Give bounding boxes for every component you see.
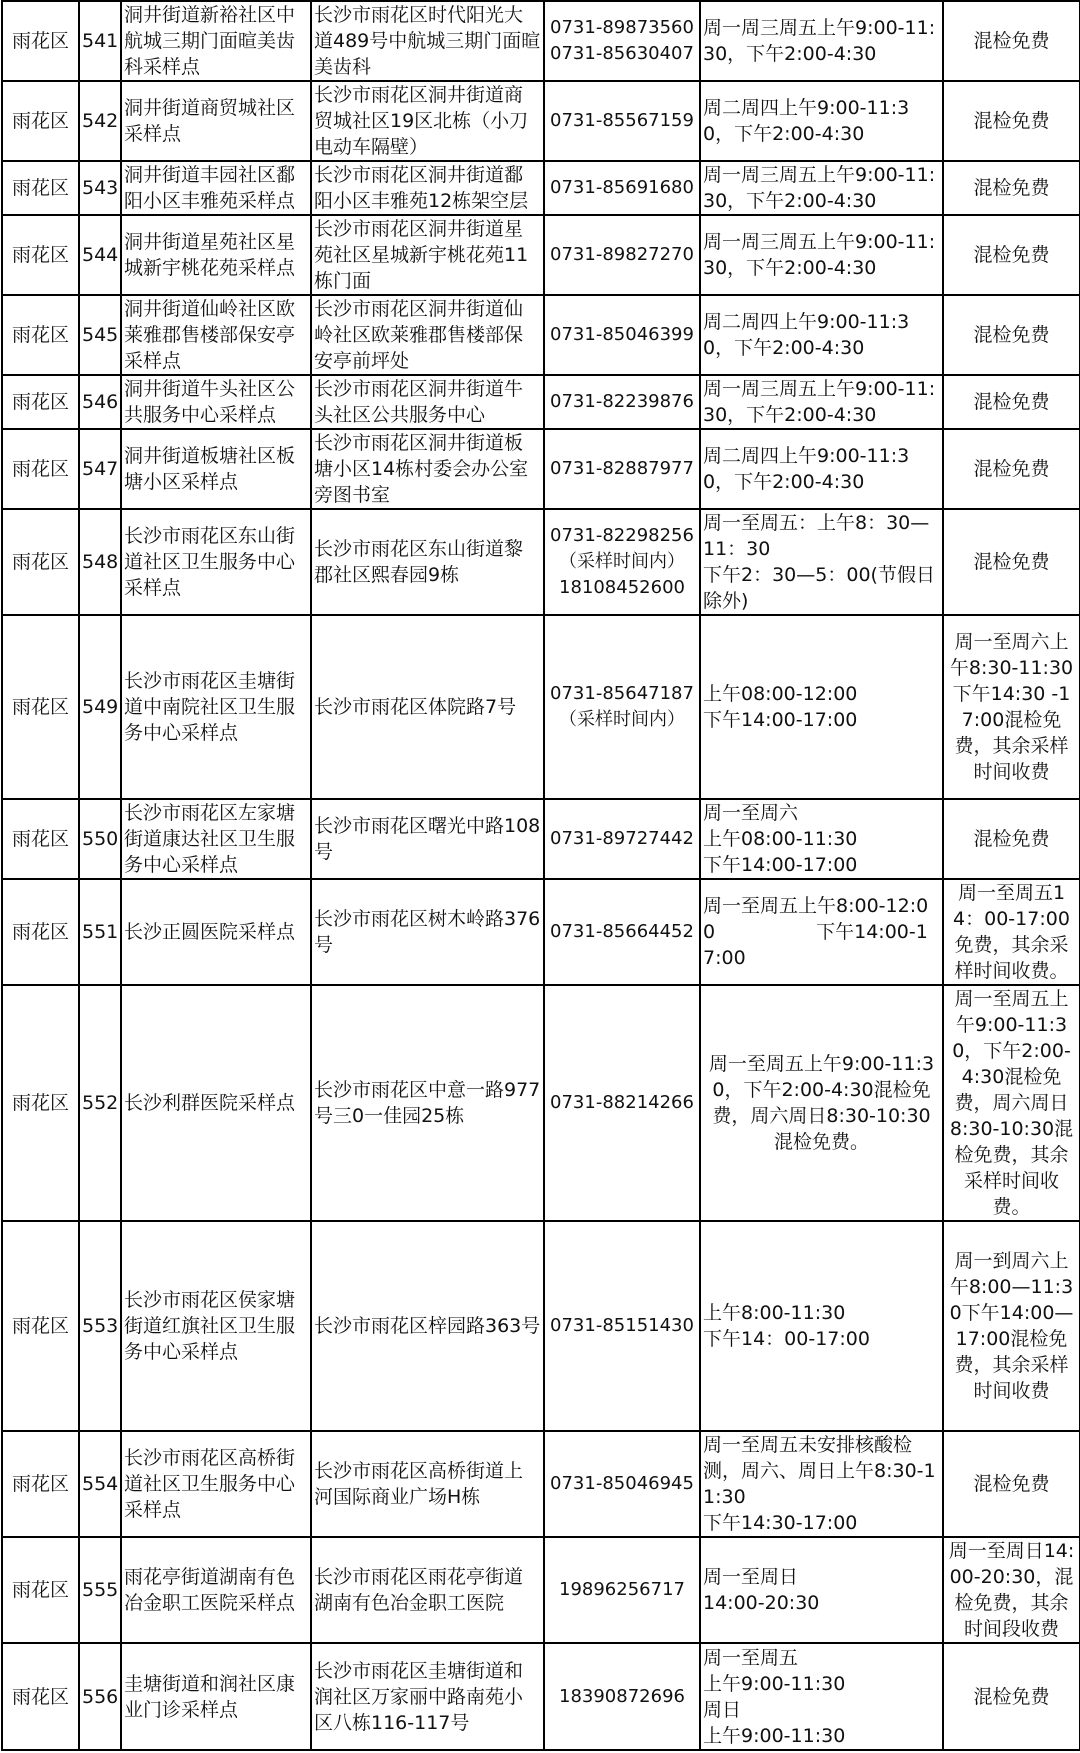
serial-number-cell: 549 — [79, 615, 121, 799]
hours-line: 下午14:00-17:00 — [703, 709, 858, 731]
hours-cell — [700, 161, 943, 215]
hours-line: 周一至周五上午8:00-12:00 下午14:00-17:00 — [703, 895, 929, 969]
fee-cell — [943, 1537, 1080, 1643]
hours-line: 周一至周五未安排核酸检测，周六、周日上午8:30-11:30 — [703, 1434, 936, 1508]
address-cell: 长沙市雨花区曙光中路108号 — [311, 799, 544, 879]
table-row — [2, 161, 1080, 215]
hours-line: 周二周四上午9:00-11:30，下午2:00-4:30 — [703, 97, 910, 145]
serial-number-cell: 543 — [79, 161, 121, 215]
fee-cell — [943, 81, 1080, 161]
address-cell: 长沙市雨花区中意一路977号三0一佳园25栋 — [311, 985, 544, 1221]
address-cell: 长沙市雨花区雨花亭街道湖南有色冶金职工医院 — [311, 1537, 544, 1643]
address-cell: 长沙市雨花区东山街道黎郡社区熙春园9栋 — [311, 509, 544, 615]
phone-line: 0731-88214266 — [550, 1092, 694, 1113]
hours-line: 上午08:00-11:30 — [703, 828, 858, 850]
district-cell: 雨花区 — [2, 509, 79, 615]
serial-number-cell: 546 — [79, 375, 121, 429]
phone-cell — [544, 1, 700, 81]
phone-line: 0731-82239876 — [550, 391, 694, 412]
phone-cell — [544, 1537, 700, 1643]
fee-cell — [943, 879, 1080, 985]
address-cell: 长沙市雨花区洞井街道星苑社区星城新宇桃花苑11栋门面 — [311, 215, 544, 295]
fee-line: 混检免费 — [973, 324, 1050, 346]
sampling-point-name-cell: 洞井街道新裕社区中航城三期门面暄美齿科采样点 — [121, 1, 311, 81]
serial-number-cell: 547 — [79, 429, 121, 509]
fee-cell — [943, 1643, 1080, 1750]
fee-line: 周一至周五上午9:00-11:30，下午2:00-4:30混检免费，周六周日8:30-10:30混检免费，其余采样时间收费。 — [949, 988, 1074, 1218]
fee-line: 混检免费 — [973, 828, 1050, 850]
table-row — [2, 985, 1080, 1221]
serial-number-cell: 552 — [79, 985, 121, 1221]
serial-number-cell: 553 — [79, 1221, 121, 1431]
fee-line: 混检免费 — [973, 551, 1050, 573]
district-cell: 雨花区 — [2, 1, 79, 81]
hours-line: 下午14：00-17:00 — [703, 1328, 870, 1350]
hours-line: 周一至周五上午9:00-11:30，下午2:00-4:30混检免费，周六周日8:30-10:30混检免费。 — [708, 1053, 935, 1153]
serial-number-cell: 554 — [79, 1431, 121, 1537]
district-cell: 雨花区 — [2, 375, 79, 429]
hours-line: 周一周三周五上午9:00-11:30，下午2:00-4:30 — [703, 378, 936, 426]
sampling-point-name-cell: 洞井街道牛头社区公共服务中心采样点 — [121, 375, 311, 429]
fee-line: 混检免费 — [973, 110, 1050, 132]
hours-line: 下午14:30-17:00 — [703, 1512, 858, 1534]
hours-cell — [700, 429, 943, 509]
phone-cell — [544, 615, 700, 799]
phone-line: （采样时间内） — [559, 709, 685, 730]
table-row — [2, 1537, 1080, 1643]
phone-line: 0731-82887977 — [550, 458, 694, 479]
hours-line: 上午8:00-11:30 — [703, 1302, 846, 1324]
address-cell: 长沙市雨花区树木岭路376号 — [311, 879, 544, 985]
fee-cell — [943, 799, 1080, 879]
hours-cell — [700, 1643, 943, 1750]
serial-number-cell: 541 — [79, 1, 121, 81]
sampling-point-name-cell: 长沙利群医院采样点 — [121, 985, 311, 1221]
phone-cell — [544, 1221, 700, 1431]
hours-line: 周一至周六 — [703, 802, 799, 824]
phone-line: 0731-85151430 — [550, 1315, 694, 1336]
phone-line: 0731-89873560 — [550, 17, 694, 38]
address-cell: 长沙市雨花区洞井街道鄱阳小区丰雅苑12栋架空层 — [311, 161, 544, 215]
phone-cell — [544, 1643, 700, 1750]
hours-cell — [700, 985, 943, 1221]
fee-line: 混检免费 — [973, 177, 1050, 199]
sampling-point-name-cell: 洞井街道丰园社区鄱阳小区丰雅苑采样点 — [121, 161, 311, 215]
phone-cell — [544, 429, 700, 509]
hours-line: 周一至周五：上午8：30—11：30 — [703, 512, 930, 560]
serial-number-cell: 542 — [79, 81, 121, 161]
serial-number-cell: 555 — [79, 1537, 121, 1643]
sampling-point-name-cell: 雨花亭街道湖南有色冶金职工医院采样点 — [121, 1537, 311, 1643]
table-row — [2, 81, 1080, 161]
table-row — [2, 429, 1080, 509]
phone-cell — [544, 81, 700, 161]
fee-line: 混检免费 — [973, 30, 1050, 52]
hours-cell — [700, 509, 943, 615]
serial-number-cell: 556 — [79, 1643, 121, 1750]
district-cell: 雨花区 — [2, 295, 79, 375]
table-row — [2, 215, 1080, 295]
district-cell: 雨花区 — [2, 1537, 79, 1643]
table-row — [2, 1221, 1080, 1431]
address-cell: 长沙市雨花区圭塘街道和润社区万家丽中路南苑小区八栋116-117号 — [311, 1643, 544, 1750]
hours-line: 周一周三周五上午9:00-11:30，下午2:00-4:30 — [703, 231, 936, 279]
sampling-point-name-cell: 长沙市雨花区高桥街道社区卫生服务中心采样点 — [121, 1431, 311, 1537]
sampling-point-name-cell: 洞井街道星苑社区星城新宇桃花苑采样点 — [121, 215, 311, 295]
phone-cell — [544, 375, 700, 429]
table-row — [2, 879, 1080, 985]
fee-cell — [943, 215, 1080, 295]
address-cell: 长沙市雨花区洞井街道商贸城社区19区北栋（小刀电动车隔壁） — [311, 81, 544, 161]
table-row — [2, 295, 1080, 375]
serial-number-cell: 544 — [79, 215, 121, 295]
hours-line: 下午14:00-17:00 — [703, 854, 858, 876]
hours-line: 上午9:00-11:30 — [703, 1724, 846, 1747]
hours-cell — [700, 615, 943, 799]
hours-cell — [700, 1, 943, 81]
phone-line: 0731-85630407 — [550, 43, 694, 64]
hours-line: 周一周三周五上午9:00-11:30，下午2:00-4:30 — [703, 17, 936, 65]
sampling-point-name-cell: 长沙市雨花区侯家塘街道红旗社区卫生服务中心采样点 — [121, 1221, 311, 1431]
hours-cell — [700, 799, 943, 879]
fee-cell — [943, 429, 1080, 509]
fee-line: 混检免费 — [973, 458, 1050, 480]
phone-cell — [544, 215, 700, 295]
hours-cell — [700, 375, 943, 429]
hours-cell — [700, 1221, 943, 1431]
hours-cell — [700, 215, 943, 295]
serial-number-cell: 550 — [79, 799, 121, 879]
phone-cell — [544, 799, 700, 879]
fee-line: 周一至周六上午8:30-11:30 下午14:30 -17:00混检免费，其余采样时间收费 — [949, 631, 1074, 783]
phone-line: 0731-85567159 — [550, 110, 694, 131]
phone-line: 0731-85691680 — [550, 177, 694, 198]
sampling-point-name-cell: 圭塘街道和润社区康业门诊采样点 — [121, 1643, 311, 1750]
sampling-points-table — [1, 0, 1080, 1751]
table-row — [2, 1, 1080, 81]
serial-number-cell: 548 — [79, 509, 121, 615]
fee-line: 周一至周五14：00-17:00免费，其余采样时间收费。 — [953, 882, 1070, 982]
hours-line: 周日 — [703, 1698, 742, 1721]
table-row — [2, 799, 1080, 879]
phone-line: （采样时间内） — [559, 551, 685, 572]
address-cell: 长沙市雨花区时代阳光大道489号中航城三期门面暄美齿科 — [311, 1, 544, 81]
table-row — [2, 1643, 1080, 1750]
district-cell: 雨花区 — [2, 615, 79, 799]
phone-line: 0731-82298256 — [550, 525, 694, 546]
table-row — [2, 509, 1080, 615]
phone-line: 0731-85046399 — [550, 324, 694, 345]
phone-cell — [544, 295, 700, 375]
address-cell: 长沙市雨花区梓园路363号 — [311, 1221, 544, 1431]
phone-line: 0731-89727442 — [550, 828, 694, 849]
hours-line: 周一周三周五上午9:00-11:30，下午2:00-4:30 — [703, 164, 936, 212]
address-cell: 长沙市雨花区洞井街道板塘小区14栋村委会办公室旁图书室 — [311, 429, 544, 509]
phone-line: 19896256717 — [559, 1579, 685, 1600]
table-body — [2, 1, 1080, 1750]
district-cell: 雨花区 — [2, 1643, 79, 1750]
phone-cell — [544, 509, 700, 615]
sampling-point-name-cell: 长沙市雨花区东山街道社区卫生服务中心采样点 — [121, 509, 311, 615]
serial-number-cell: 551 — [79, 879, 121, 985]
district-cell: 雨花区 — [2, 879, 79, 985]
address-cell: 长沙市雨花区高桥街道上河国际商业广场H栋 — [311, 1431, 544, 1537]
sampling-point-name-cell: 洞井街道板塘社区板塘小区采样点 — [121, 429, 311, 509]
hours-cell — [700, 879, 943, 985]
hours-cell — [700, 1431, 943, 1537]
address-cell: 长沙市雨花区体院路7号 — [311, 615, 544, 799]
hours-cell — [700, 1537, 943, 1643]
fee-cell — [943, 375, 1080, 429]
fee-cell — [943, 615, 1080, 799]
district-cell: 雨花区 — [2, 985, 79, 1221]
table-row — [2, 615, 1080, 799]
fee-cell — [943, 1431, 1080, 1537]
sampling-point-name-cell: 洞井街道仙岭社区欧莱雅郡售楼部保安亭采样点 — [121, 295, 311, 375]
fee-line: 混检免费 — [973, 391, 1050, 413]
district-cell: 雨花区 — [2, 1431, 79, 1537]
district-cell: 雨花区 — [2, 429, 79, 509]
phone-cell — [544, 1431, 700, 1537]
phone-line: 0731-89827270 — [550, 244, 694, 265]
fee-line: 周一到周六上午8:00—11:30下午14:00—17:00混检免费，其余采样时间收费 — [949, 1250, 1074, 1402]
sampling-point-name-cell: 长沙正圆医院采样点 — [121, 879, 311, 985]
fee-cell — [943, 1, 1080, 81]
hours-line: 周二周四上午9:00-11:30，下午2:00-4:30 — [703, 445, 910, 493]
district-cell: 雨花区 — [2, 1221, 79, 1431]
serial-number-cell: 545 — [79, 295, 121, 375]
fee-line: 混检免费 — [973, 244, 1050, 266]
table-row — [2, 1431, 1080, 1537]
address-cell: 长沙市雨花区洞井街道仙岭社区欧莱雅郡售楼部保安亭前坪处 — [311, 295, 544, 375]
hours-line: 上午9:00-11:30 — [703, 1672, 846, 1695]
phone-cell — [544, 879, 700, 985]
phone-line: 18390872696 — [559, 1685, 685, 1707]
sampling-point-name-cell: 洞井街道商贸城社区采样点 — [121, 81, 311, 161]
hours-line: 周二周四上午9:00-11:30，下午2:00-4:30 — [703, 311, 910, 359]
sampling-point-name-cell: 长沙市雨花区圭塘街道中南院社区卫生服务中心采样点 — [121, 615, 311, 799]
hours-line: 上午08:00-12:00 — [703, 683, 858, 705]
phone-cell — [544, 985, 700, 1221]
district-cell: 雨花区 — [2, 161, 79, 215]
district-cell: 雨花区 — [2, 215, 79, 295]
district-cell: 雨花区 — [2, 799, 79, 879]
hours-cell — [700, 81, 943, 161]
hours-cell — [700, 295, 943, 375]
phone-line: 0731-85664452 — [550, 921, 694, 942]
table-row — [2, 375, 1080, 429]
address-cell: 长沙市雨花区洞井街道牛头社区公共服务中心 — [311, 375, 544, 429]
fee-line: 周一至周日14:00-20:30，混检免费，其余时间段收费 — [948, 1540, 1075, 1640]
fee-line: 混检免费 — [973, 1685, 1050, 1708]
hours-line: 周一至周日 — [703, 1566, 799, 1588]
phone-cell — [544, 161, 700, 215]
sampling-point-name-cell: 长沙市雨花区左家塘街道康达社区卫生服务中心采样点 — [121, 799, 311, 879]
fee-cell — [943, 985, 1080, 1221]
fee-cell — [943, 1221, 1080, 1431]
hours-line: 14:00-20:30 — [703, 1592, 820, 1614]
fee-cell — [943, 509, 1080, 615]
hours-line: 下午2：30—5：00(节假日除外) — [703, 564, 935, 612]
fee-cell — [943, 161, 1080, 215]
phone-line: 18108452600 — [559, 577, 685, 598]
fee-cell — [943, 295, 1080, 375]
district-cell: 雨花区 — [2, 81, 79, 161]
hours-line: 周一至周五 — [703, 1646, 799, 1669]
phone-line: 0731-85046945 — [550, 1473, 694, 1494]
fee-line: 混检免费 — [973, 1473, 1050, 1495]
phone-line: 0731-85647187 — [550, 683, 694, 704]
